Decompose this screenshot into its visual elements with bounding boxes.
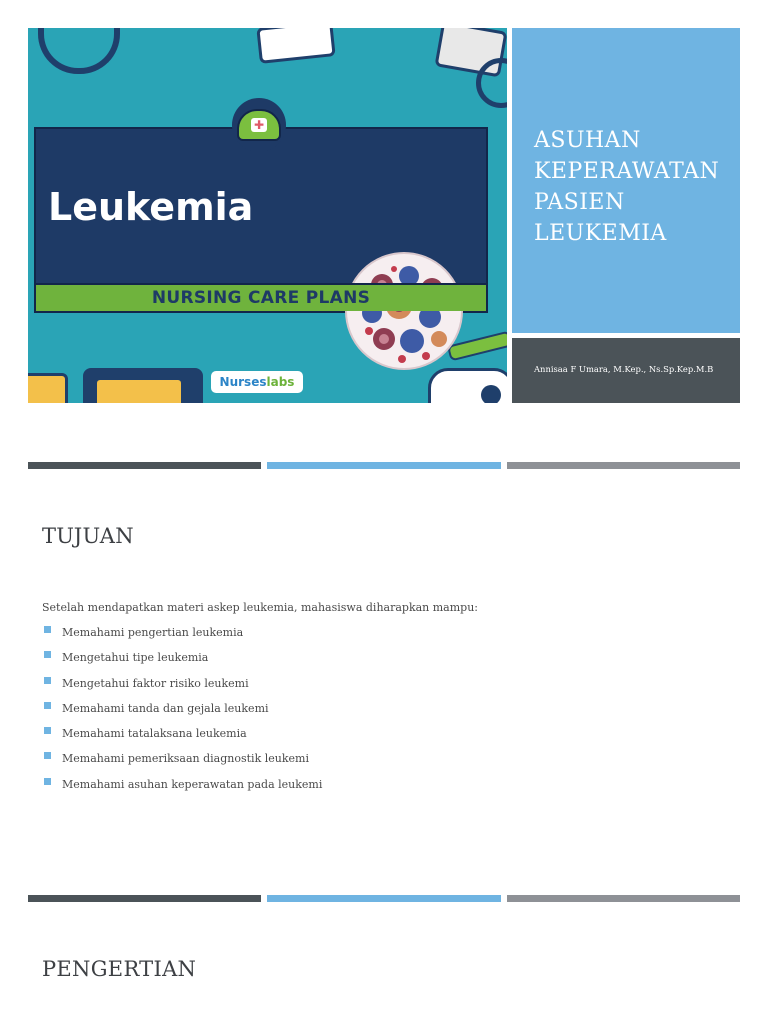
monitor-icon	[83, 368, 203, 403]
clipboard-icon	[256, 28, 335, 64]
tujuan-heading: TUJUAN	[42, 524, 134, 548]
logo-part-nurses: Nurses	[219, 375, 267, 389]
bullet-square-icon	[44, 702, 51, 709]
bullet-square-icon	[44, 727, 51, 734]
list-item: Memahami asuhan keperawatan pada leukemi	[42, 776, 322, 801]
divider-segment	[28, 895, 261, 902]
bullet-square-icon	[44, 651, 51, 658]
divider-segment	[507, 462, 740, 469]
bullet-square-icon	[44, 677, 51, 684]
title-banner	[34, 127, 488, 313]
banner-title: Leukemia	[48, 185, 254, 229]
bullet-square-icon	[44, 752, 51, 759]
slide-divider	[28, 462, 740, 469]
pill-bottle-icon	[28, 373, 68, 403]
title-line: PASIEN	[534, 190, 625, 215]
list-item: Memahami pengertian leukemia	[42, 624, 322, 649]
author-panel	[512, 338, 740, 403]
logo-part-labs: labs	[266, 375, 295, 389]
author-name: Annisaa F Umara, M.Kep., Ns.Sp.Kep.M.B	[534, 364, 714, 374]
divider-segment	[28, 462, 261, 469]
leukemia-cover-image	[28, 28, 507, 403]
bullet-square-icon	[44, 778, 51, 785]
divider-segment	[267, 895, 500, 902]
blood-pressure-icon	[428, 368, 507, 403]
title-panel	[512, 28, 740, 333]
stethoscope-icon	[38, 28, 120, 74]
bullet-square-icon	[44, 626, 51, 633]
banner-subtitle: NURSING CARE PLANS	[36, 283, 486, 311]
title-line: LEUKEMIA	[534, 221, 667, 246]
slide-divider	[28, 895, 740, 902]
list-item: Mengetahui faktor risiko leukemi	[42, 675, 322, 700]
slide-title	[534, 125, 734, 249]
objectives-list	[42, 624, 322, 801]
blood-cells-icon	[344, 251, 464, 371]
title-line: ASUHAN	[534, 128, 641, 153]
divider-segment	[267, 462, 500, 469]
title-slide	[28, 28, 740, 403]
tujuan-intro: Setelah mendapatkan materi askep leukemia, mahasiswa diharapkan mampu:	[42, 601, 479, 614]
medical-cross-icon: ✚	[251, 118, 267, 132]
list-item: Memahami pemeriksaan diagnostik leukemi	[42, 750, 322, 775]
list-item: Mengetahui tipe leukemia	[42, 649, 322, 674]
title-line: KEPERAWATAN	[534, 159, 720, 184]
list-item: Memahami tanda dan gejala leukemi	[42, 700, 322, 725]
list-item: Memahami tatalaksana leukemia	[42, 725, 322, 750]
pengertian-heading: PENGERTIAN	[42, 957, 197, 981]
nurse-cap-icon	[232, 98, 286, 152]
nurseslabs-logo	[211, 371, 303, 393]
divider-segment	[507, 895, 740, 902]
